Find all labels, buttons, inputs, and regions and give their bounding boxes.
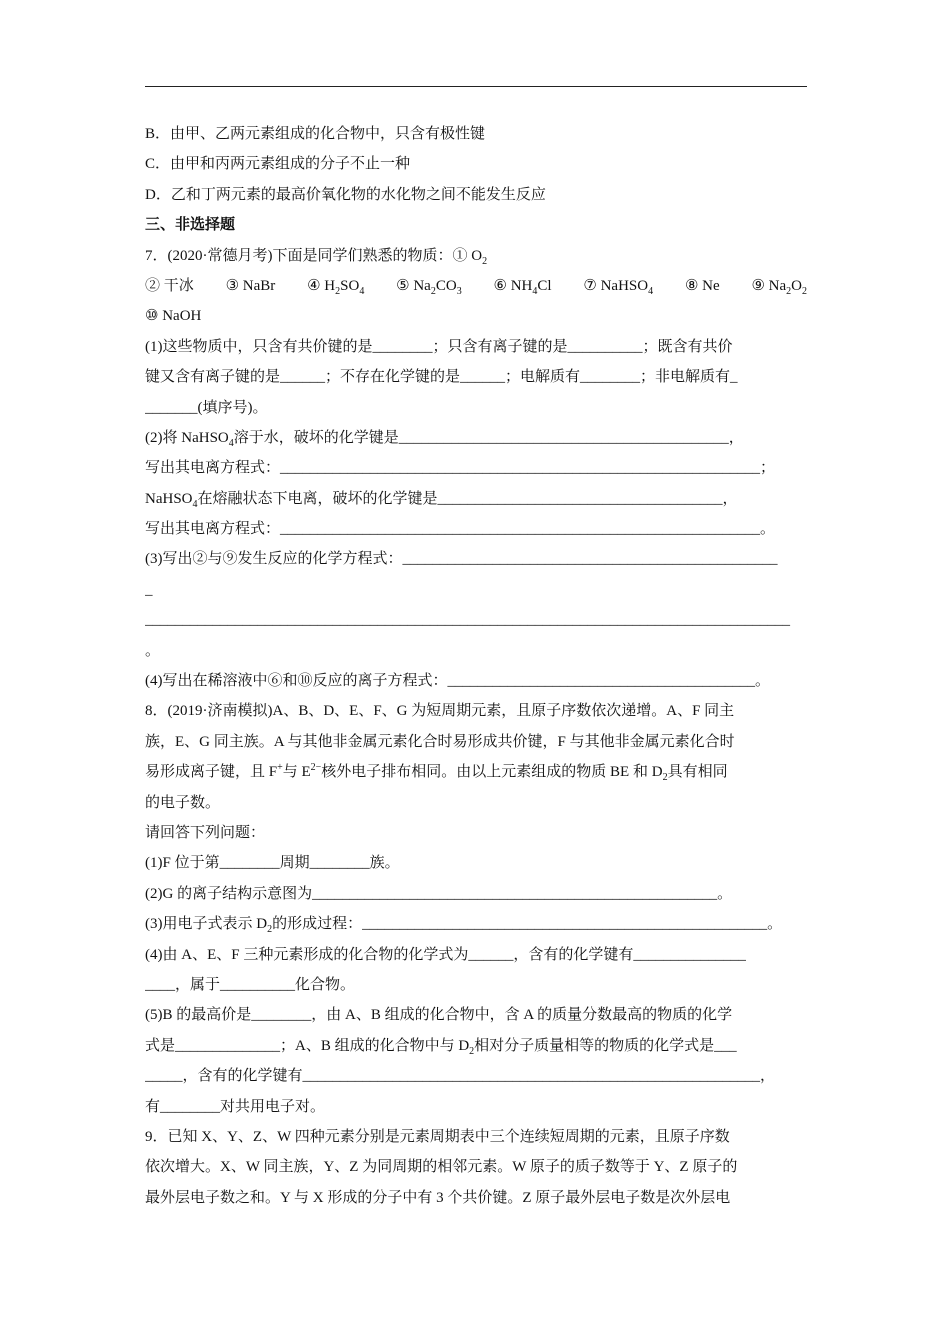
text-run: _______(填序号)。 (145, 399, 268, 416)
text-line (145, 1122, 807, 1152)
text-line (145, 1152, 807, 1182)
formula-index: 2 (786, 285, 792, 297)
text-line (145, 514, 807, 544)
formula-index: 2 (335, 285, 341, 297)
text-line (145, 393, 807, 423)
formula-index: 2 (267, 924, 273, 936)
text-line (145, 605, 807, 635)
substance-item (226, 271, 276, 301)
text-line (145, 119, 807, 149)
text-run: ⑥ NH (493, 277, 533, 294)
text-line (145, 940, 807, 970)
formula-index: 4 (359, 285, 365, 297)
text-run: (4)写出在稀溶液中⑥和⑩反应的离子方程式：_________________________________________。 (145, 673, 770, 690)
text-run: 核外电子排布相同。由以上元素组成的物质 BE 和 D (321, 764, 663, 781)
text-line (145, 1031, 807, 1061)
text-run: 写出其电离方程式：________________________________________________________________。 (145, 521, 776, 538)
text-run: 在熔融状态下电离，破坏的化学键是______________________________________， (197, 490, 738, 507)
text-run: ⑦ NaHSO (583, 277, 649, 294)
text-line (145, 149, 807, 179)
text-run: O (791, 277, 802, 294)
document-body (145, 119, 807, 1213)
text-run: 键又含有离子键的是______；不存在化学键的是______；电解质有________；非电解质有_ (145, 369, 738, 386)
formula-index: 4 (228, 437, 234, 449)
text-run: 有________对共用电子对。 (145, 1098, 326, 1115)
formula-index: 2 (801, 285, 807, 297)
text-run: B．由甲、乙两元素组成的化合物中，只含有极性键 (145, 126, 486, 142)
text-line (145, 757, 807, 787)
text-run: 与 E (282, 764, 311, 781)
formula-index: 3 (456, 285, 462, 297)
text-run: ______________________________________________________________________________________ (145, 612, 790, 629)
text-run: (3)写出②与⑨发生反应的化学方程式：__________________________________________________ (145, 551, 778, 568)
formula-index: 4 (532, 285, 538, 297)
formula-index: 2− (310, 762, 322, 774)
text-run: 相对分子质量相等的物质的化学式是___ (474, 1037, 737, 1054)
text-line (145, 818, 807, 848)
text-line (145, 727, 807, 757)
text-run: SO (340, 277, 360, 294)
text-line (145, 271, 807, 301)
text-run: (5)B 的最高价是________，由 A、B 组成的化合物中，含 A 的质量分数最高的物质的化学 (145, 1007, 733, 1024)
text-run: ⑩ NaOH (145, 308, 202, 325)
text-run: ⑨ Na (751, 277, 787, 294)
text-run: CO (435, 277, 457, 294)
text-run: 的电子数。 (145, 794, 221, 811)
text-run: 的形成过程：______________________________________________________。 (272, 916, 783, 933)
formula-index: 2 (482, 255, 488, 267)
text-run: ③ NaBr (225, 277, 276, 294)
text-run: (2)G 的离子结构示意图为______________________________________________________。 (145, 885, 733, 902)
text-line (145, 1183, 807, 1213)
text-line (145, 544, 807, 574)
text-line (145, 909, 807, 939)
substance-item (494, 271, 552, 301)
text-run: (2)将 NaHSO (145, 429, 229, 446)
text-run: (3)用电子式表示 D (145, 916, 268, 933)
header-rule (145, 86, 807, 87)
text-run: ⑧ Ne (684, 277, 720, 294)
text-run: 。 (145, 642, 161, 659)
text-run: 8．(2019·济南模拟)A、B、D、E、F、G 为短周期元素，且原子序数依次递增。A、F 同主 (145, 703, 735, 720)
text-line (145, 575, 807, 605)
text-run: D．乙和丁两元素的最高价氧化物的水化物之间不能发生反应 (145, 186, 546, 203)
text-run: (1)F 位于第________周期________族。 (145, 855, 400, 872)
text-line (145, 636, 807, 666)
text-run: ⑤ Na (396, 277, 431, 294)
text-line (145, 666, 807, 696)
text-run: ④ H (307, 277, 336, 294)
substance-item (145, 271, 194, 301)
text-run: (1)这些物质中，只含有共价键的是________；只含有离子键的是__________；既含有共价 (145, 338, 733, 355)
text-line (145, 970, 807, 1000)
text-line (145, 848, 807, 878)
text-line (145, 362, 807, 392)
text-line (145, 423, 807, 453)
text-run: 最外层电子数之和。Y 与 X 形成的分子中有 3 个共价键。Z 原子最外层电子数是次外层电 (145, 1189, 731, 1206)
text-run: 族，E、G 同主族。A 与其他非金属元素化合时易形成共价键，F 与其他非金属元素化合时 (145, 733, 735, 750)
formula-index: 2 (662, 772, 668, 784)
text-run: 7．(2020·常德月考)下面是同学们熟悉的物质：① O (145, 247, 483, 264)
text-run: 写出其电离方程式：________________________________________________________________； (145, 460, 776, 477)
text-run: 溶于水，破坏的化学键是____________________________________________， (233, 429, 744, 446)
text-line (145, 879, 807, 909)
text-run: _ (145, 581, 153, 598)
text-run: Cl (537, 277, 552, 294)
substance-item (685, 271, 720, 301)
text-line (145, 1061, 807, 1091)
formula-index: 4 (192, 498, 198, 510)
text-line (145, 241, 807, 271)
formula-index: 2 (430, 285, 436, 297)
text-line (145, 332, 807, 362)
text-line (145, 453, 807, 483)
formula-index: + (277, 762, 283, 774)
text-run: 依次增大。X、W 同主族，Y、Z 为同周期的相邻元素。W 原子的质子数等于 Y、Z 原子的 (145, 1159, 738, 1176)
text-run: C．由甲和丙两元素组成的分子不止一种 (145, 156, 411, 173)
text-run: (4)由 A、E、F 三种元素形成的化合物的化学式为______，含有的化学键有_______________ (145, 946, 746, 963)
formula-index: 4 (648, 285, 654, 297)
text-run: ② 干冰 (145, 277, 194, 294)
text-run: 具有相同 (667, 764, 728, 781)
text-run: _____，含有的化学键有_____________________________________________________________， (145, 1068, 776, 1085)
text-line (145, 1092, 807, 1122)
text-line (145, 301, 807, 331)
text-line (145, 180, 807, 210)
text-run: 式是______________；A、B 组成的化合物中与 D (145, 1037, 470, 1054)
text-line (145, 788, 807, 818)
substance-item (583, 271, 653, 301)
substance-item (751, 271, 807, 301)
text-run: 9．已知 X、Y、Z、W 四种元素分别是元素周期表中三个连续短周期的元素，且原子序数 (145, 1128, 730, 1145)
section-heading (145, 210, 807, 240)
text-run: NaHSO (145, 490, 193, 507)
text-line (145, 484, 807, 514)
text-line (145, 696, 807, 726)
formula-index: 2 (469, 1045, 475, 1057)
text-run: 请回答下列问题： (145, 824, 266, 841)
text-run: 三、非选择题 (145, 217, 236, 234)
text-run: 易形成离子键，且 F (145, 764, 278, 781)
text-line (145, 1000, 807, 1030)
substance-item (307, 271, 364, 301)
text-run: ____，属于__________化合物。 (145, 976, 356, 993)
substance-item (396, 271, 462, 301)
